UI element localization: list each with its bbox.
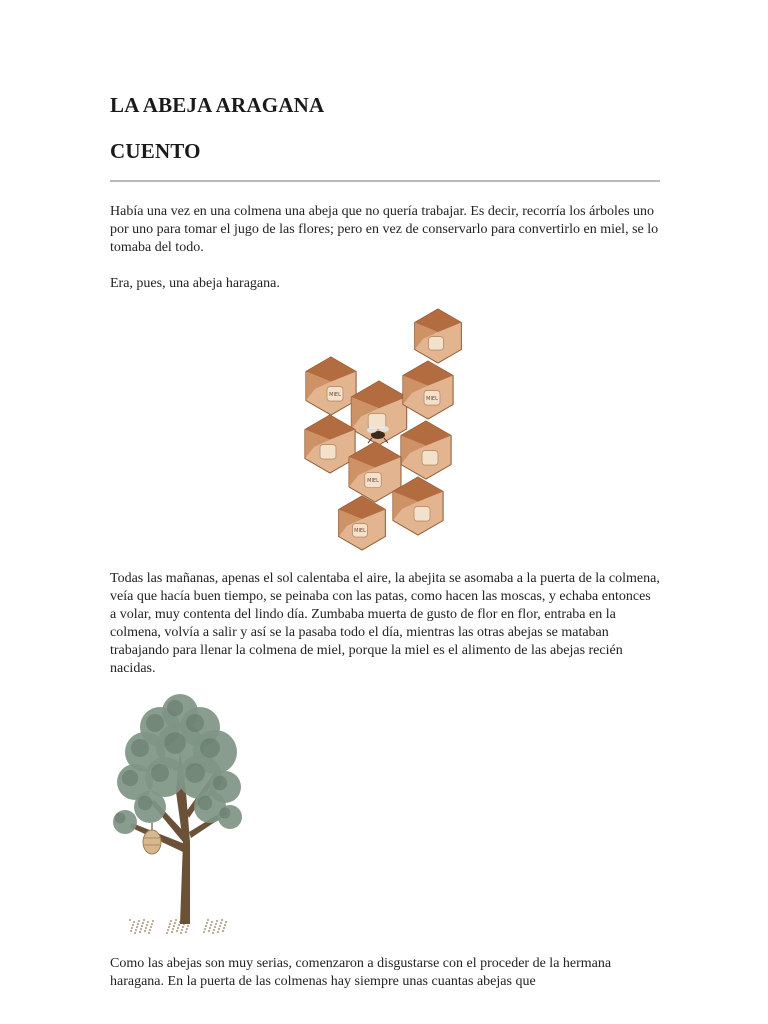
honeycomb-cell	[403, 361, 453, 419]
honeycomb-cell	[306, 357, 356, 415]
ground-shadow	[129, 919, 227, 934]
tree-with-hive-illustration	[110, 692, 245, 937]
paragraph-3: Todas las mañanas, apenas el sol calentaba el aire, la abejita se asomaba a la puerta de la colmena, veía que hacía buen tiempo, se peinaba con las patas, como hacen las moscas, y echaba entonces a volar, muy contenta del lindo día. Zumbaba muerta de gusto de flor en flor, entraba en la colmena, volvía a salir y así se la pasaba todo el día, mientras las otras abejas se mataban trabajando para llenar la colmena de miel, porque la miel es el alimento de las abejas recién nacidas.	[110, 571, 660, 676]
paragraph-4: Como las abejas son muy serias, comenzaron a disgustarse con el proceder de la hermana haragana. En la puerta de las colmenas hay siempre unas cuantas abejas que	[110, 956, 612, 989]
document-subtitle: CUENTO	[110, 139, 201, 163]
honeycomb-cell	[305, 415, 355, 473]
honeycomb-cell	[415, 309, 462, 363]
honeycomb-cell	[339, 496, 386, 550]
svg-text:MIEL: MIEL	[354, 528, 366, 535]
hanging-hive-icon	[143, 823, 161, 854]
document-page	[110, 0, 660, 1024]
honeycomb-cell	[401, 421, 451, 479]
paragraph-1: Había una vez en una colmena una abeja que no quería trabajar. Es decir, recorría los árboles uno por uno para tomar el jugo de las flores; pero en vez de conservarlo para convertirlo en miel, se lo tomaba del todo.	[110, 204, 659, 255]
honeycomb-illustration	[300, 308, 470, 553]
paragraph-2: Era, pues, una abeja haragana.	[110, 276, 280, 291]
svg-text:MIEL: MIEL	[426, 395, 438, 402]
horizontal-divider	[110, 180, 660, 182]
svg-text:MIEL: MIEL	[367, 478, 379, 485]
tree-foliage	[113, 694, 242, 834]
document-title: LA ABEJA ARAGANA	[110, 93, 325, 117]
svg-text:MIEL: MIEL	[329, 391, 341, 398]
